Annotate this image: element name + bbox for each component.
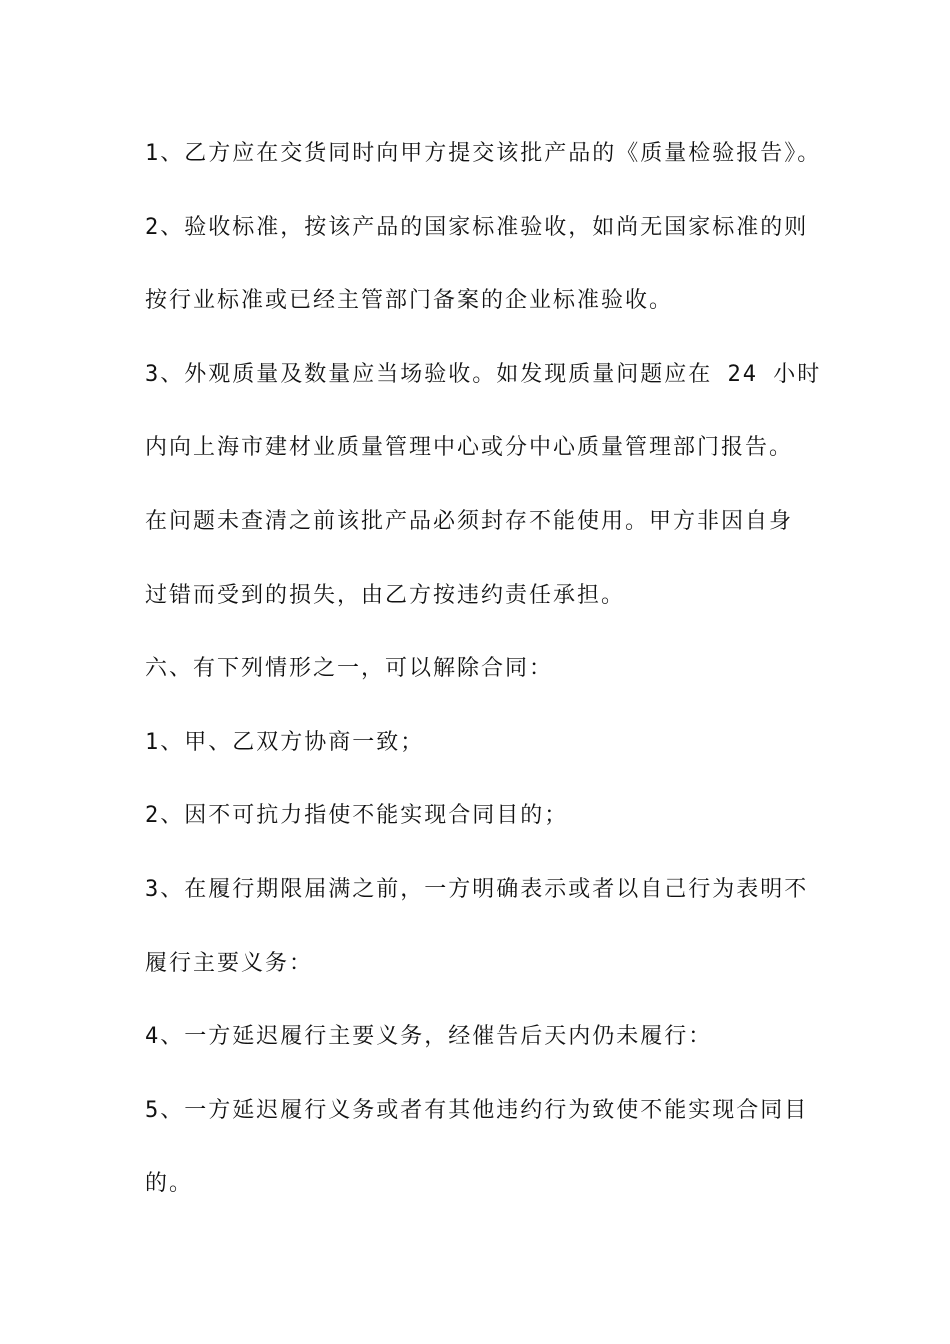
text-line: 3、外观质量及数量应当场验收。如发现质量问题应在 24 小时 <box>145 361 822 387</box>
text-line: 的。 <box>145 1171 194 1197</box>
text-line: 2、因不可抗力指使不能实现合同目的； <box>145 803 569 829</box>
text-line: 履行主要义务： <box>145 950 314 976</box>
section-heading: 六、有下列情形之一，可以解除合同： <box>145 656 554 682</box>
text-line: 在问题未查清之前该批产品必须封存不能使用。甲方非因自身 <box>145 508 794 534</box>
document-body <box>145 130 825 1234</box>
text-line: 内向上海市建材业质量管理中心或分中心质量管理部门报告。 <box>145 435 794 461</box>
text-line: 5、一方延迟履行义务或者有其他违约行为致使不能实现合同目 <box>145 1097 809 1123</box>
text-line: 4、一方延迟履行主要义务，经催告后天内仍未履行： <box>145 1024 713 1050</box>
text-line: 1、甲、乙双方协商一致； <box>145 729 425 755</box>
text-line: 按行业标准或已经主管部门备案的企业标准验收。 <box>145 288 674 314</box>
text-line: 过错而受到的损失，由乙方按违约责任承担。 <box>145 582 626 608</box>
text-line: 2、验收标准，按该产品的国家标准验收，如尚无国家标准的则 <box>145 214 809 240</box>
text-line: 1、乙方应在交货同时向甲方提交该批产品的《质量检验报告》。 <box>145 141 822 166</box>
text-line: 3、在履行期限届满之前，一方明确表示或者以自己行为表明不 <box>145 876 809 902</box>
